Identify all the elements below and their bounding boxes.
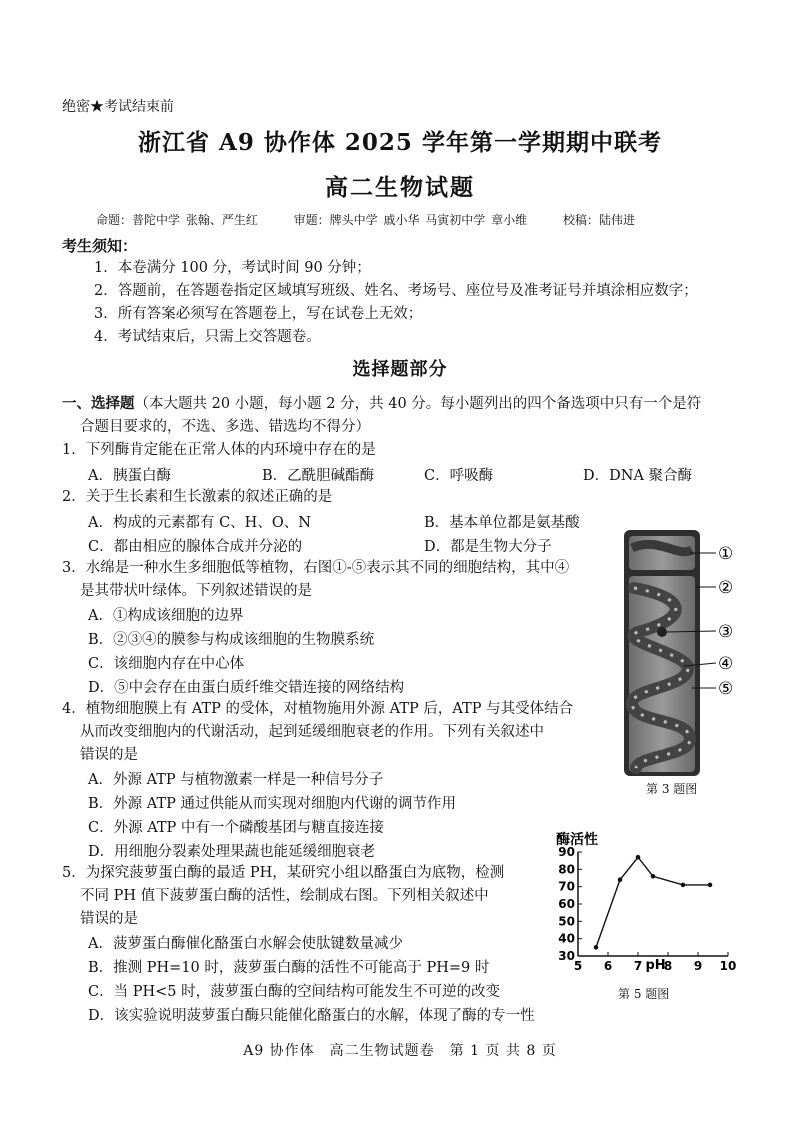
q5-option-b: B．推测 PH=10 时，菠萝蛋白酶的活性不可能高于 PH=9 时 [88, 960, 490, 976]
data-point [681, 883, 686, 888]
part-desc: （本大题共 20 小题，每小题 2 分，共 40 分。每小题列出的四个备选项中只有一个是符 [134, 396, 702, 412]
label-3: ③ [718, 622, 734, 642]
chart-series [594, 855, 713, 950]
label-2: ② [718, 578, 734, 598]
q4-option-a: A．外源 ATP 与植物激素一样是一种信号分子 [88, 772, 384, 788]
x-tick-label: 10 [719, 959, 737, 973]
activity-line [596, 857, 710, 947]
question-3-stem-line2: 是其带状叶绿体。下列叙述错误的是 [80, 583, 312, 599]
label-1: ① [718, 544, 734, 564]
reviewer-credit: 审题：牌头中学 戚小华 马寅初中学 章小维 [293, 213, 528, 227]
part-instructions [62, 394, 701, 414]
data-point [651, 874, 656, 879]
q5-option-c: C．当 PH<5 时，菠萝蛋白酶的空间结构可能发生不可逆的改变 [88, 984, 501, 1000]
data-point [594, 945, 599, 950]
q2-option-c: C．都由相应的腺体合成并分泌的 [88, 539, 303, 555]
question-1-stem: 1．下列酶肯定能在正常人体的内环境中存在的是 [62, 442, 376, 458]
page-footer: A9 协作体 高二生物试题卷 第 1 页 共 8 页 [243, 1043, 557, 1059]
y-tick-label: 90 [558, 845, 575, 859]
label-4: ④ [718, 654, 734, 674]
question-5-stem-line3: 错误的是 [80, 911, 138, 927]
q5-option-d: D．该实验说明菠萝蛋白酶只能催化酪蛋白的水解，体现了酶的专一性 [88, 1008, 535, 1024]
x-tick-label: 5 [573, 959, 583, 973]
x-tick-label: 9 [693, 959, 703, 973]
q2-option-b: B．基本单位都是氨基酸 [424, 515, 580, 531]
question-4-stem-line2: 从而改变细胞内的代谢活动，起到延缓细胞衰老的作用。下列有关叙述中 [80, 724, 544, 740]
q4-option-c: C．外源 ATP 中有一个磷酸基团与糖直接连接 [88, 820, 384, 836]
chart-ticks [558, 845, 736, 973]
part-desc-line2: 合题目要求的，不选、多选、错选均不得分） [80, 419, 370, 435]
question-3-stem-line1: 3．水绵是一种水生多细胞低等植物，右图①-⑤表示其不同的细胞结构，其中④ [62, 560, 570, 576]
notice-title: 考生须知： [62, 237, 138, 255]
q3-option-d: D．⑤中会存在由蛋白质纤维交错连接的网络结构 [88, 680, 405, 696]
question-4-stem-line3: 错误的是 [80, 747, 138, 763]
proofreader-credit: 校稿：陆伟进 [562, 213, 635, 227]
q3-option-c: C．该细胞内存在中心体 [88, 656, 245, 672]
q1-option-a: A．胰蛋白酶 [88, 468, 171, 484]
data-point [708, 883, 713, 888]
q1-option-d: D．DNA 聚合酶 [583, 468, 693, 484]
q3-option-a: A．①构成该细胞的边界 [88, 608, 244, 624]
x-tick-label: 8 [663, 959, 673, 973]
notice-item: 2．答题前，在答题卷指定区域填写班级、姓名、考场号、座位号及准考证号并填涂相应数字； [94, 283, 698, 299]
q2-option-a: A．构成的元素都有 C、H、O、N [88, 515, 311, 531]
question-4-stem-line1: 4．植物细胞膜上有 ATP 的受体，对植物施用外源 ATP 后，ATP 与其受体结合 [62, 701, 574, 717]
data-point [618, 877, 623, 882]
question-5-stem-line2: 不同 PH 值下菠萝蛋白酶的活性，绘制成右图。下列相关叙述中 [80, 888, 489, 904]
exam-subtitle: 高二生物试题 [325, 174, 475, 201]
confidential-mark: 绝密★考试结束前 [62, 99, 174, 115]
data-point [636, 855, 641, 860]
q2-option-d: D．都是生物大分子 [424, 539, 552, 555]
chart-y-label: 酶活性 [556, 832, 598, 848]
question-5-stem-line1: 5．为探究菠萝蛋白酶的最适 PH，某研究小组以酪蛋白为底物，检测 [62, 865, 505, 881]
y-tick-label: 80 [558, 862, 575, 877]
chart-axes [578, 852, 728, 956]
notice-item: 3．所有答案必须写在答题卷上，写在试卷上无效； [94, 306, 423, 322]
y-tick-label: 40 [558, 931, 575, 946]
part-label: 一、选择题 [62, 395, 135, 412]
y-tick-label: 50 [558, 914, 575, 929]
setter-credit: 命题：普陀中学 张翰、严生红 [96, 213, 258, 227]
y-tick-label: 70 [558, 879, 575, 894]
credits-line [96, 211, 665, 228]
q1-option-b: B．乙酰胆碱酯酶 [262, 468, 375, 484]
y-tick-label: 30 [558, 949, 575, 963]
nucleus-dot [657, 627, 667, 637]
q1-option-c: C．呼吸酶 [424, 468, 494, 484]
x-tick-label: 7 [633, 959, 643, 973]
q3-option-b: B．②③④的膜参与构成该细胞的生物膜系统 [88, 632, 375, 648]
enzyme-activity-chart [548, 830, 748, 975]
label-5: ⑤ [718, 679, 734, 699]
spirogyra-cell-figure [618, 528, 778, 778]
q4-option-b: B．外源 ATP 通过供能从而实现对细胞内代谢的调节作用 [88, 796, 456, 812]
y-tick-label: 60 [558, 897, 575, 911]
notice-item: 4．考试结束后，只需上交答题卷。 [94, 329, 321, 345]
exam-title: 浙江省 A9 协作体 2025 学年第一学期期中联考 [138, 129, 662, 156]
notice-item: 1．本卷满分 100 分，考试时间 90 分钟； [94, 260, 371, 276]
question-2-stem: 2．关于生长素和生长激素的叙述正确的是 [62, 489, 333, 505]
figure-3-caption: 第 3 题图 [646, 782, 698, 796]
x-tick-label: 6 [603, 959, 613, 973]
figure-5-caption: 第 5 题图 [618, 987, 670, 1001]
section-title: 选择题部分 [352, 359, 448, 380]
chart-x-label: pH [645, 958, 666, 973]
q5-option-a: A．菠萝蛋白酶催化酪蛋白水解会使肽键数量减少 [88, 936, 403, 952]
q4-option-d: D．用细胞分裂素处理果蔬也能延缓细胞衰老 [88, 844, 376, 860]
